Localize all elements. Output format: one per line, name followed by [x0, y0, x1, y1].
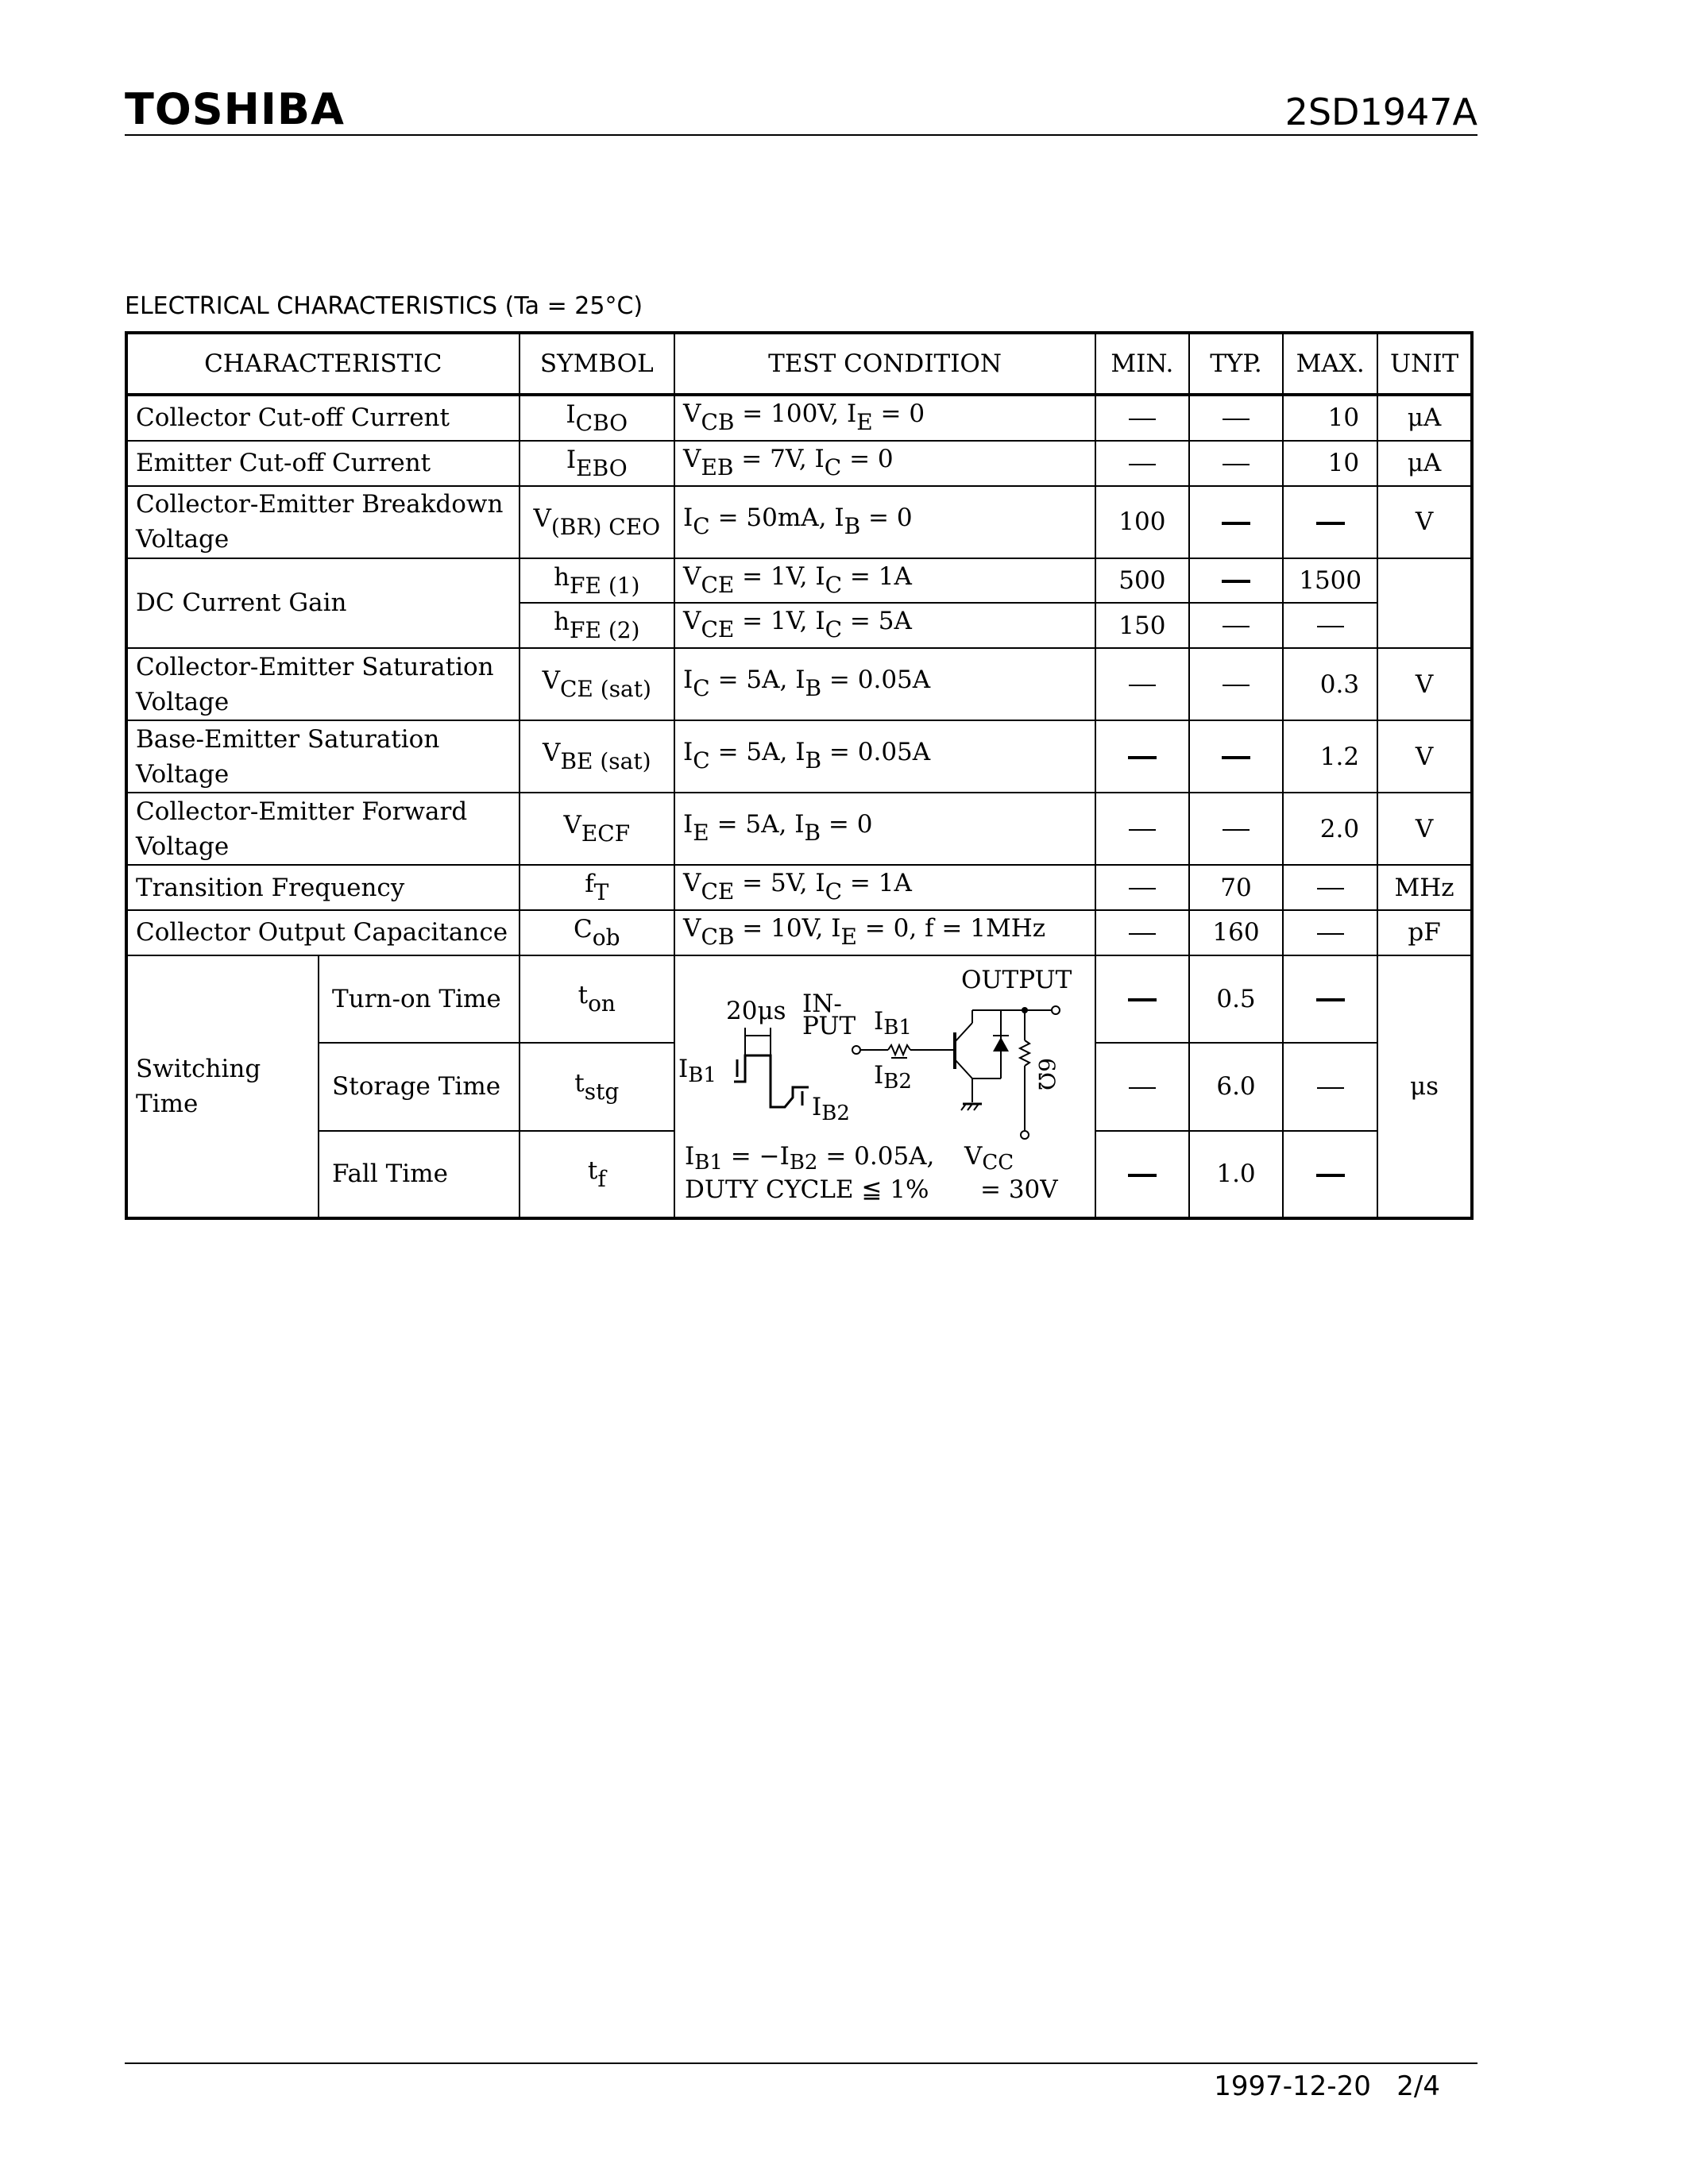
typ-value — [1189, 441, 1284, 486]
header-rule — [125, 134, 1477, 136]
table-row — [126, 486, 1472, 558]
symbol: $t_f$ — [520, 1131, 675, 1218]
unit: μA — [1377, 395, 1472, 441]
brand-logo: TOSHIBA — [125, 84, 345, 134]
unit: MHz — [1377, 865, 1472, 910]
table-row — [126, 720, 1472, 793]
test-condition: $V_{EB} = 7V$, $I_C = 0$ — [674, 441, 1095, 486]
min-value: 150 — [1095, 603, 1189, 648]
col-unit: UNIT — [1377, 333, 1472, 395]
typ-value: 70 — [1189, 865, 1284, 910]
max-value: 1.2 — [1283, 720, 1377, 793]
symbol: $I_{EBO}$ — [520, 441, 675, 486]
ib2-label: IB2 — [874, 1060, 912, 1094]
col-typ: TYP. — [1189, 333, 1284, 395]
table-row — [126, 648, 1472, 720]
switching-test-circuit — [674, 955, 1095, 1218]
table-row — [126, 441, 1472, 486]
input-label-line1: IN- — [802, 989, 842, 1018]
pulse-width-label: 20μs — [726, 996, 786, 1025]
max-value — [1283, 486, 1377, 558]
typ-value: 160 — [1189, 910, 1284, 955]
typ-value — [1189, 793, 1284, 865]
part-number: 2SD1947A — [1284, 91, 1477, 133]
min-value — [1095, 441, 1189, 486]
unit: pF — [1377, 910, 1472, 955]
max-value: 10 — [1283, 441, 1377, 486]
ib2-waveform-label: IB2 — [812, 1092, 850, 1125]
typ-value: 1.0 — [1189, 1131, 1284, 1218]
test-condition: $V_{CE} = 1V$, $I_C = 5A$ — [674, 603, 1095, 648]
col-symbol: SYMBOL — [520, 333, 675, 395]
unit: V — [1377, 793, 1472, 865]
unit: V — [1377, 648, 1472, 720]
min-value — [1095, 865, 1189, 910]
ib1-label: IB1 — [874, 1006, 912, 1040]
test-condition: $I_E = 5A$, $I_B = 0$ — [674, 793, 1095, 865]
load-resistor-label: 6Ω — [1033, 1057, 1060, 1090]
typ-value — [1189, 720, 1284, 793]
test-condition: $V_{CE} = 5V$, $I_C = 1A$ — [674, 865, 1095, 910]
max-value — [1283, 1043, 1377, 1131]
symbol: $f_T$ — [520, 865, 675, 910]
diode-symbol — [993, 1037, 1009, 1051]
unit: V — [1377, 486, 1472, 558]
table-row — [126, 910, 1472, 955]
page-number: 2/4 — [1396, 2070, 1440, 2102]
footer-date: 1997-12-20 — [1214, 2070, 1371, 2102]
min-value — [1095, 720, 1189, 793]
max-value: 1500 — [1283, 558, 1377, 604]
symbol: $h_{FE (1)}$ — [520, 558, 675, 604]
max-value: 0.3 — [1283, 648, 1377, 720]
characteristic-name: Collector-Emitter Breakdown Voltage — [126, 486, 520, 558]
col-test-condition: TEST CONDITION — [674, 333, 1095, 395]
unit — [1377, 558, 1472, 649]
input-label-line2: PUT — [802, 1011, 856, 1040]
min-value: 500 — [1095, 558, 1189, 604]
unit: V — [1377, 720, 1472, 793]
typ-value: 6.0 — [1189, 1043, 1284, 1131]
typ-value: 0.5 — [1189, 955, 1284, 1043]
unit: μs — [1377, 955, 1472, 1218]
symbol: $h_{FE (2)}$ — [520, 603, 675, 648]
sub-characteristic: Turn-on Time — [319, 955, 519, 1043]
symbol: $V_{BE (sat)}$ — [520, 720, 675, 793]
footer — [1214, 2070, 1440, 2102]
typ-value — [1189, 395, 1284, 441]
col-max: MAX. — [1283, 333, 1377, 395]
test-condition: $I_C = 50mA$, $I_B = 0$ — [674, 486, 1095, 558]
transistor-collector — [955, 1023, 972, 1042]
symbol: $V_{CE (sat)}$ — [520, 648, 675, 720]
symbol: $C_{ob}$ — [520, 910, 675, 955]
vcc-label: VCC — [964, 1141, 1014, 1175]
vcc-value: = 30V — [980, 1175, 1058, 1204]
max-value — [1283, 1131, 1377, 1218]
test-condition: $V_{CE} = 1V$, $I_C = 1A$ — [674, 558, 1095, 604]
table-row — [126, 558, 1472, 604]
max-value — [1283, 603, 1377, 648]
vcc-terminal — [1021, 1131, 1029, 1139]
symbol: $V_{ECF}$ — [520, 793, 675, 865]
switching-circuit-diagram — [675, 956, 1093, 1217]
unit: μA — [1377, 441, 1472, 486]
max-value — [1283, 865, 1377, 910]
characteristic-name: Transition Frequency — [126, 865, 520, 910]
transistor-emitter — [955, 1059, 972, 1078]
typ-value — [1189, 603, 1284, 648]
input-terminal — [852, 1046, 860, 1054]
ib1-waveform-label: IB1 — [678, 1054, 717, 1087]
characteristic-name: Collector-Emitter Saturation Voltage — [126, 648, 520, 720]
switching-condition-line2: DUTY CYCLE ≦ 1% — [685, 1175, 929, 1204]
typ-value — [1189, 558, 1284, 604]
max-value — [1283, 910, 1377, 955]
characteristic-name: Switching Time — [126, 955, 319, 1218]
min-value — [1095, 1043, 1189, 1131]
test-condition: $I_C = 5A$, $I_B = 0.05A$ — [674, 720, 1095, 793]
min-value — [1095, 395, 1189, 441]
test-condition: $V_{CB} = 100V$, $I_E = 0$ — [674, 395, 1095, 441]
header-row — [126, 333, 1472, 395]
table-row — [126, 955, 1472, 1043]
test-condition: $V_{CB} = 10V$, $I_E = 0$, f = 1MHz — [674, 910, 1095, 955]
output-terminal — [1052, 1006, 1060, 1014]
min-value: 100 — [1095, 486, 1189, 558]
characteristic-name: Collector-Emitter Forward Voltage — [126, 793, 520, 865]
typ-value — [1189, 648, 1284, 720]
sub-characteristic: Fall Time — [319, 1131, 519, 1218]
characteristic-name: Emitter Cut-off Current — [126, 441, 520, 486]
section-title: ELECTRICAL CHARACTERISTICS (Ta = 25°C) — [125, 292, 643, 320]
output-label: OUTPUT — [961, 965, 1072, 994]
col-characteristic: CHARACTERISTIC — [126, 333, 520, 395]
col-min: MIN. — [1095, 333, 1189, 395]
symbol: $t_{on}$ — [520, 955, 675, 1043]
switching-condition-line1: IB1 = −IB2 = 0.05A, — [685, 1141, 935, 1175]
min-value — [1095, 955, 1189, 1043]
footer-rule — [125, 2062, 1477, 2064]
characteristic-name: Collector Output Capacitance — [126, 910, 520, 955]
symbol: $I_{CBO}$ — [520, 395, 675, 441]
table-row — [126, 395, 1472, 441]
table-row — [126, 865, 1472, 910]
max-value: 10 — [1283, 395, 1377, 441]
table-row — [126, 793, 1472, 865]
input-waveform — [734, 1055, 809, 1107]
electrical-characteristics-table — [125, 331, 1474, 1220]
min-value — [1095, 648, 1189, 720]
symbol: $t_{stg}$ — [520, 1043, 675, 1131]
max-value: 2.0 — [1283, 793, 1377, 865]
symbol: $V_{(BR) CEO}$ — [520, 486, 675, 558]
max-value — [1283, 955, 1377, 1043]
min-value — [1095, 910, 1189, 955]
characteristic-name: Collector Cut-off Current — [126, 395, 520, 441]
base-resistor — [888, 1045, 910, 1055]
characteristic-name: DC Current Gain — [126, 558, 520, 649]
load-resistor — [1020, 1040, 1029, 1066]
characteristic-name: Base-Emitter Saturation Voltage — [126, 720, 520, 793]
sub-characteristic: Storage Time — [319, 1043, 519, 1131]
typ-value — [1189, 486, 1284, 558]
min-value — [1095, 793, 1189, 865]
min-value — [1095, 1131, 1189, 1218]
test-condition: $I_C = 5A$, $I_B = 0.05A$ — [674, 648, 1095, 720]
